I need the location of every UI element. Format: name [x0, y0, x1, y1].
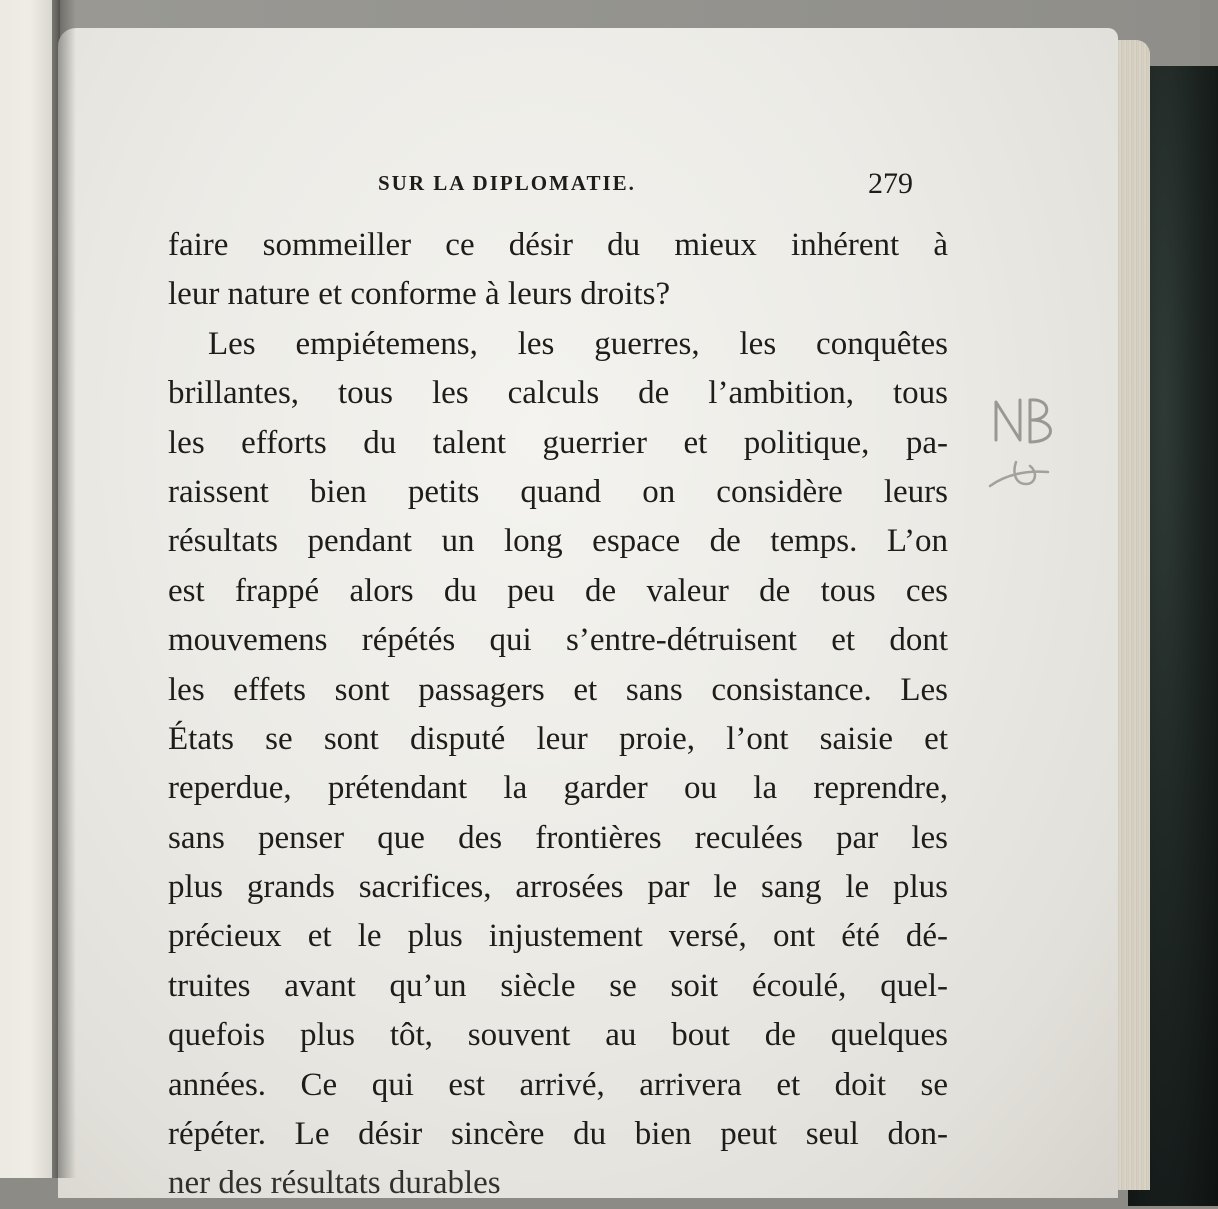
running-head [168, 165, 948, 221]
text-line: précieux et le plus injustement versé, ont été dé- [168, 918, 948, 955]
page-number: 279 [868, 167, 913, 200]
text-line: résultats pendant un long espace de temps. L’on [168, 523, 948, 560]
text-line: reperdue, prétendant la garder ou la reprendre, [168, 770, 948, 807]
gutter-shadow [52, 0, 76, 1178]
nb-pencil-mark-icon [986, 388, 1066, 498]
text-line: est frappé alors du peu de valeur de tous ces [168, 572, 948, 609]
text-line: quefois plus tôt, souvent au bout de quelques [168, 1017, 948, 1054]
text-line: les effets sont passagers et sans consistance. Les [168, 671, 948, 708]
page-text [168, 165, 948, 1209]
text-line: faire sommeiller ce désir du mieux inhérent à [168, 227, 948, 263]
text-line: truites avant qu’un siècle se soit écoulé, quel- [168, 967, 948, 1004]
text-line: leur nature et conforme à leurs droits? [168, 276, 671, 313]
text-line: États se sont disputé leur proie, l’ont saisie et [168, 720, 948, 757]
running-title: SUR LA DIPLOMATIE. [378, 171, 636, 195]
text-line: raissent bien petits quand on considère leurs [168, 473, 948, 510]
text-line: mouvemens répétés qui s’entre-détruisent et dont [168, 622, 948, 659]
text-line: plus grands sacrifices, arrosées par le sang le plus [168, 869, 948, 906]
text-line: les efforts du talent guerrier et politique, pa- [168, 424, 948, 461]
pencil-margin-note [986, 388, 1066, 498]
text-line: ner des résultats durables [168, 1165, 501, 1202]
left-page-edge [0, 0, 60, 1178]
text-line: répéter. Le désir sincère du bien peut seul don- [168, 1116, 948, 1153]
text-line: brillantes, tous les calculs de l’ambition, tous [168, 375, 948, 412]
text-line: Les empiétemens, les guerres, les conquêtes [208, 325, 948, 362]
text-line: années. Ce qui est arrivé, arrivera et doit se [168, 1066, 948, 1103]
text-line: sans penser que des frontières reculées par les [168, 819, 948, 856]
